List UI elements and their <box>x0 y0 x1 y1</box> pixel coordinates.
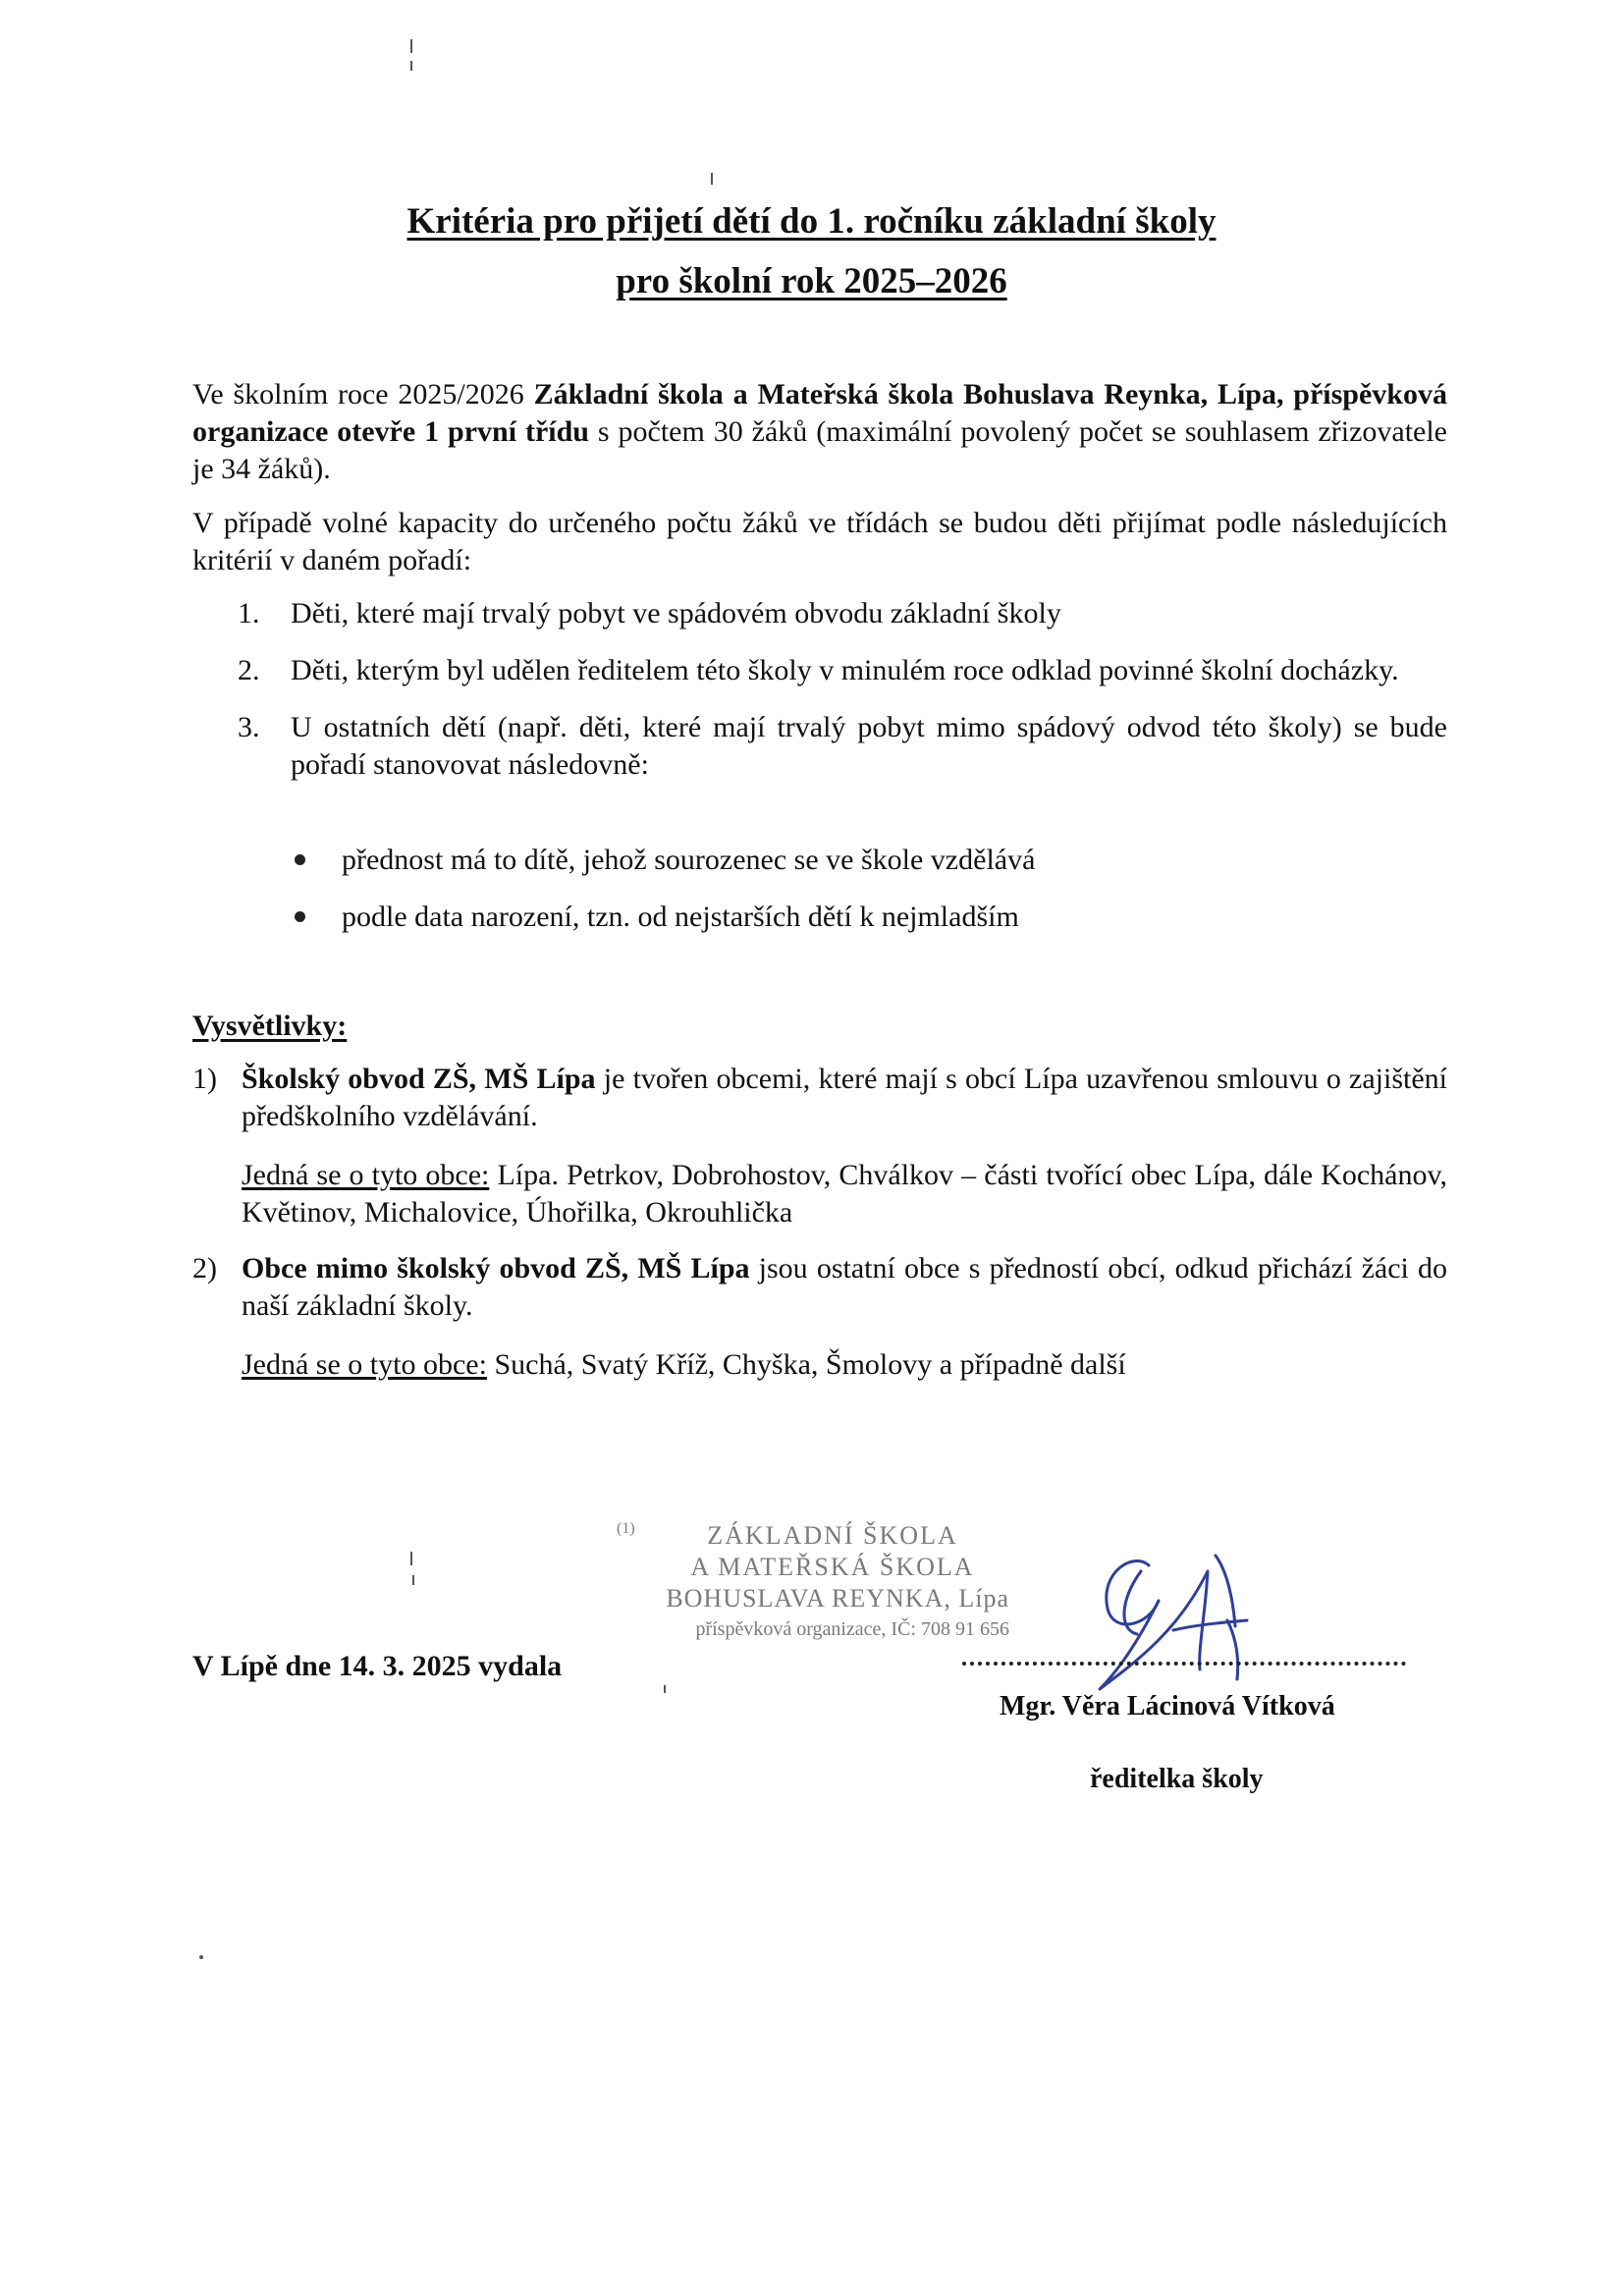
criteria-number: 1. <box>238 597 260 629</box>
municipalities-label: Jedná se o tyto obce: <box>242 1159 490 1191</box>
criteria-item <box>192 652 1447 689</box>
explanation-definition: jsou ostatní obce s předností obcí, odkud přichází žáci do naší základní školy. <box>242 1252 1447 1322</box>
signer-name: Mgr. Věra Lácinová Vítková <box>1000 1691 1335 1722</box>
criteria-number: 3. <box>238 711 260 743</box>
stamp-line: BOHUSLAVA REYNKA, Lípa <box>666 1584 1009 1613</box>
issue-date: V Lípě dne 14. 3. 2025 vydala <box>192 1650 563 1682</box>
explanation-item <box>192 1061 1447 1231</box>
signature-line <box>962 1658 1406 1666</box>
explanation-text <box>242 1061 1447 1135</box>
scan-speck <box>410 61 412 71</box>
sub-criteria-item <box>291 899 1371 936</box>
school-stamp <box>617 1520 1009 1644</box>
intro-text-start: Ve školním roce 2025/2026 <box>192 378 534 410</box>
criteria-item <box>192 709 1447 784</box>
school-name-bold: Základní škola a Mateřská škola Bohuslava Reynka, Lípa, příspěvková organizace otevře 1 první třídu <box>192 378 1447 448</box>
scan-speck <box>410 1552 412 1565</box>
handwritten-signature <box>1080 1532 1316 1699</box>
sub-criteria-text: podle data narození, tzn. od nejstarších dětí k nejmladším <box>342 901 1019 933</box>
intro-text-end: s počtem 30 žáků (maximální povolený počet se souhlasem zřizovatele je 34 žáků). <box>192 415 1447 485</box>
document-title: Kritéria pro přijetí dětí do 1. ročníku základní školy <box>406 201 1217 242</box>
stamp-note: (1) <box>617 1520 635 1537</box>
scan-speck <box>711 173 713 185</box>
sub-criteria-text: přednost má to dítě, jehož sourozenec se ve škole vzdělává <box>342 844 1036 876</box>
criteria-list <box>192 595 1447 784</box>
municipalities-list: Lípa. Petrkov, Dobrohostov, Chválkov – části tvořící obec Lípa, dále Kochánov, Květinov, Michalovice, Úhořilka, Okrouhlička <box>242 1159 1448 1229</box>
stamp-line: A MATEŘSKÁ ŠKOLA <box>690 1553 975 1581</box>
explanation-text <box>242 1250 1447 1325</box>
scan-speck <box>410 39 412 53</box>
scan-speck <box>199 1955 203 1959</box>
explanation-definition: je tvořen obcemi, které mají s obcí Lípa uzavřenou smlouvu o zajištění předškolního vzdělávání. <box>242 1063 1447 1132</box>
explanation-term: Obce mimo školský obvod ZŠ, MŠ Lípa <box>242 1252 750 1285</box>
intro-paragraph <box>192 376 1447 488</box>
criteria-text: Děti, kterým byl udělen ředitelem této školy v minulém roce odklad povinné školní docházky. <box>291 654 1399 686</box>
scan-speck <box>412 1575 414 1585</box>
criteria-text: Děti, které mají trvalý pobyt ve spádovém obvodu základní školy <box>291 597 1061 629</box>
stamp-line: příspěvková organizace, IČ: 708 91 656 <box>695 1618 1009 1640</box>
municipalities-label: Jedná se o tyto obce: <box>242 1348 487 1381</box>
signer-role: ředitelka školy <box>1090 1764 1264 1794</box>
document-subtitle: pro školní rok 2025–2026 <box>616 261 1007 301</box>
criteria-number: 2. <box>238 654 260 686</box>
criteria-item <box>192 595 1447 632</box>
explanation-term: Školský obvod ZŠ, MŠ Lípa <box>242 1063 596 1095</box>
explanation-number: 2) <box>192 1252 217 1285</box>
explanation-item <box>192 1250 1447 1384</box>
explanation-municipalities <box>242 1157 1447 1231</box>
explanation-municipalities <box>242 1346 1447 1384</box>
sub-criteria-list <box>291 842 1371 936</box>
criteria-intro-paragraph: V případě volné kapacity do určeného počtu žáků ve třídách se budou děti přijímat podle následujících kritérií v daném pořadí: <box>192 507 1447 576</box>
bullet-icon <box>295 911 305 922</box>
bullet-icon <box>295 854 305 865</box>
sub-criteria-item <box>291 842 1371 879</box>
stamp-line: ZÁKLADNÍ ŠKOLA <box>707 1521 958 1550</box>
explanation-number: 1) <box>192 1063 217 1095</box>
municipalities-list: Suchá, Svatý Kříž, Chyška, Šmolovy a případně další <box>486 1348 1126 1381</box>
scan-speck <box>664 1685 666 1693</box>
explanations-heading: Vysvětlivky: <box>192 1010 348 1042</box>
criteria-text: U ostatních dětí (např. děti, které mají trvalý pobyt mimo spádový odvod této školy) se bude pořadí stanovovat následovně: <box>291 711 1447 781</box>
